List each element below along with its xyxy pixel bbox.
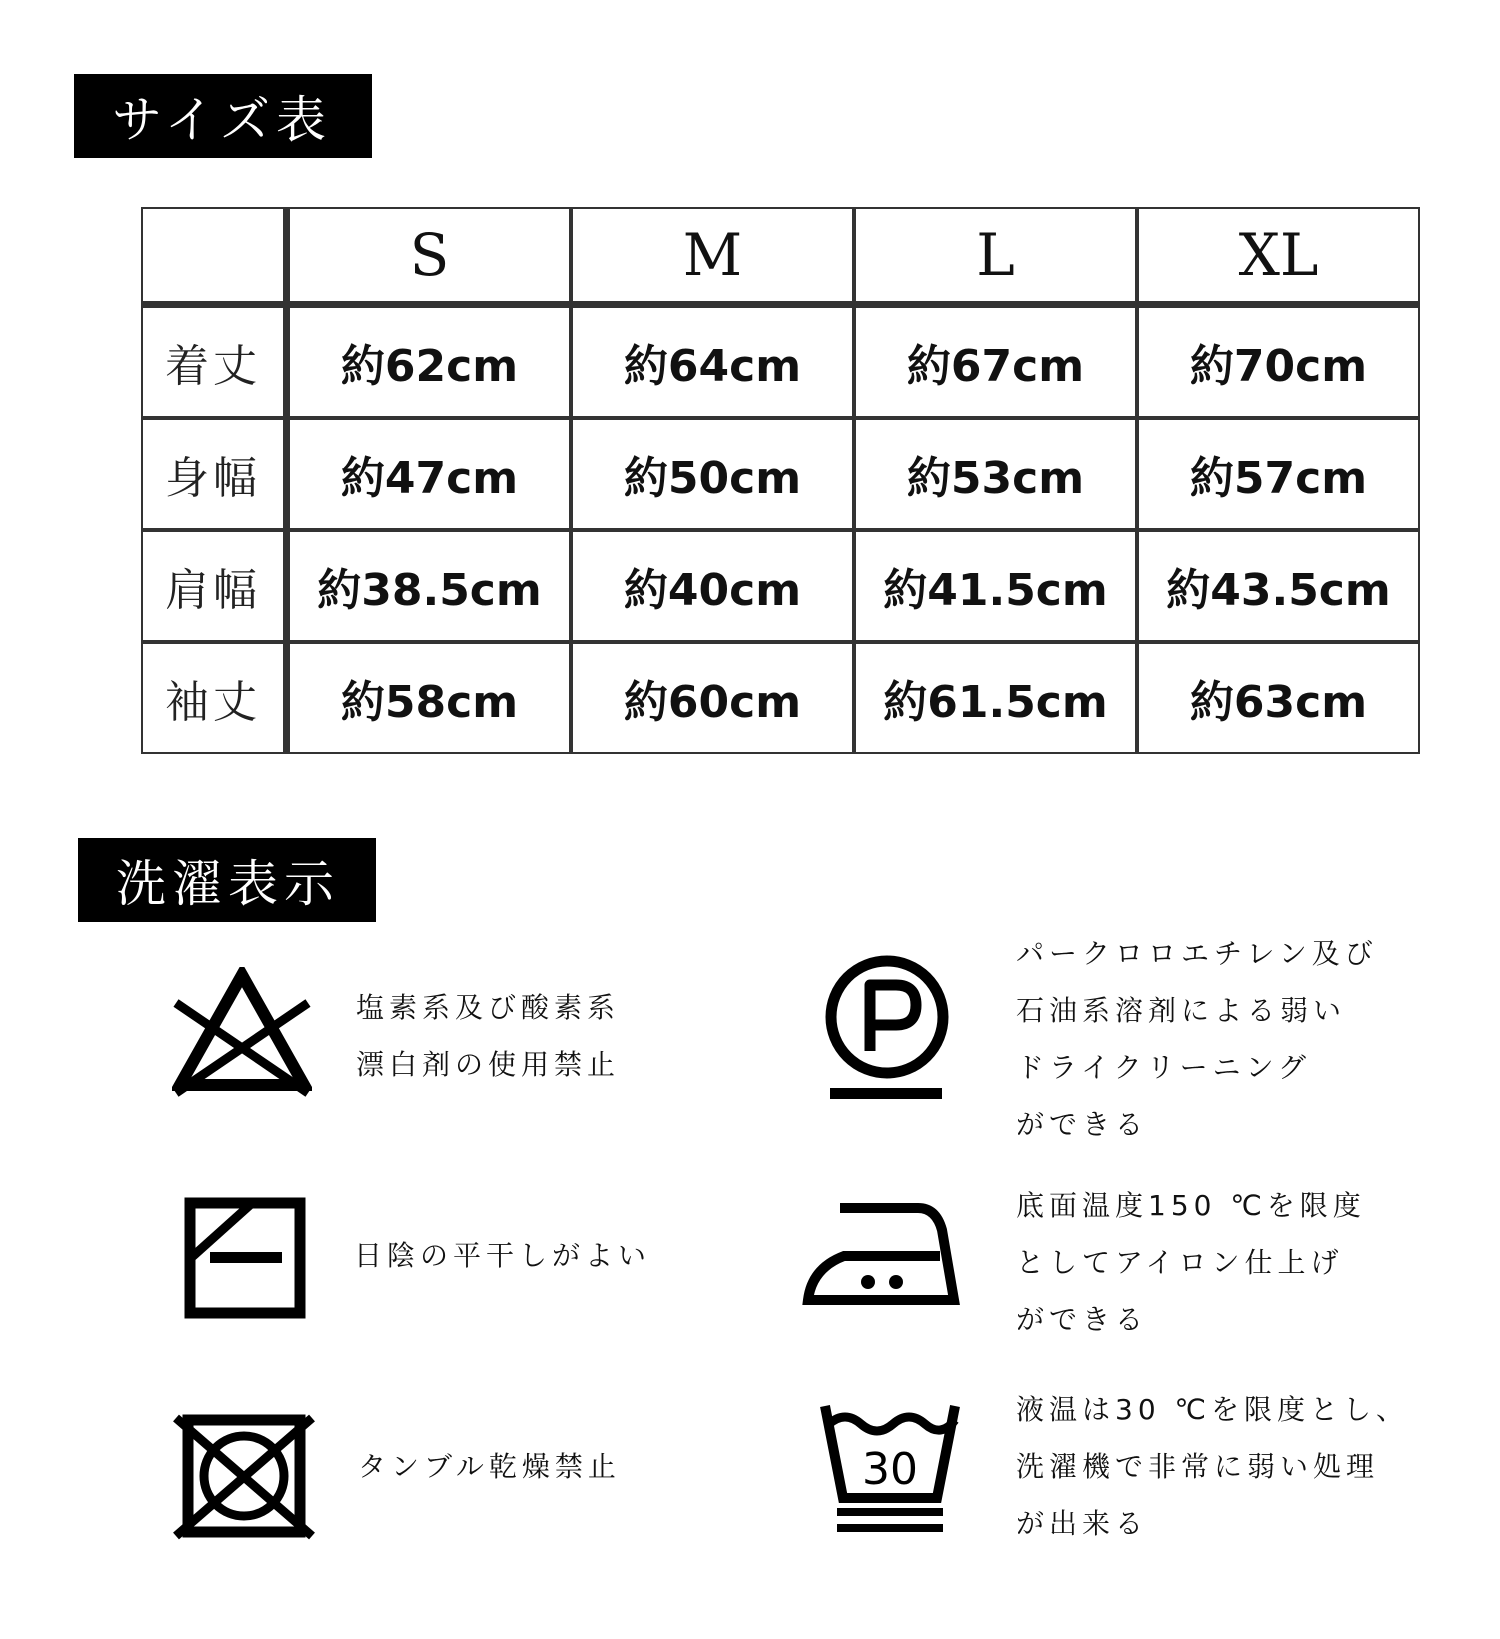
- table-cell: 約41.5cm: [854, 530, 1137, 642]
- wash-30-icon: [815, 1400, 965, 1536]
- table-cell: 約58cm: [288, 642, 571, 754]
- care-text-line: が出来る: [1016, 1507, 1149, 1540]
- size-header-xl: XL: [1137, 207, 1420, 303]
- table-cell: 約40cm: [571, 530, 854, 642]
- size-header-s: S: [288, 207, 571, 303]
- table-cell: 約43.5cm: [1137, 530, 1420, 642]
- care-text: [1016, 1381, 1409, 1552]
- care-text: [356, 979, 620, 1093]
- care-label-title-text: 洗濯表示: [116, 855, 340, 913]
- iron-150-icon: [800, 1200, 960, 1310]
- table-cell: 約70cm: [1137, 303, 1420, 418]
- row-label: 着丈: [141, 303, 288, 418]
- no-bleach-icon: [172, 967, 312, 1097]
- size-header-row: [141, 207, 1420, 303]
- row-label: 袖丈: [141, 642, 288, 754]
- table-cell: 約60cm: [571, 642, 854, 754]
- care-text-line: 底面温度150 ℃を限度: [1016, 1189, 1366, 1222]
- table-cell: 約57cm: [1137, 418, 1420, 530]
- table-cell: 約61.5cm: [854, 642, 1137, 754]
- care-text-line: 液温は30 ℃を限度とし、: [1016, 1393, 1409, 1426]
- table-row: [141, 418, 1420, 530]
- table-cell: 約64cm: [571, 303, 854, 418]
- care-text-line: パークロロエチレン及び: [1016, 937, 1378, 970]
- care-text-line: 漂白剤の使用禁止: [356, 1048, 621, 1081]
- row-label: 身幅: [141, 418, 288, 530]
- table-cell: 約63cm: [1137, 642, 1420, 754]
- care-label-title: [78, 838, 376, 922]
- table-cell: 約53cm: [854, 418, 1137, 530]
- wash-temperature-label: 30: [862, 1444, 918, 1495]
- care-text-line: 塩素系及び酸素系: [356, 991, 621, 1024]
- care-text: [1016, 1177, 1366, 1348]
- care-text-line: としてアイロン仕上げ: [1016, 1246, 1344, 1279]
- care-text: [354, 1227, 651, 1284]
- care-text-line: 洗濯機で非常に弱い処理: [1016, 1450, 1380, 1483]
- no-tumble-dry-icon: [172, 1414, 316, 1540]
- care-text: [1016, 925, 1378, 1153]
- size-table: [141, 207, 1420, 754]
- care-text-line: 日陰の平干しがよい: [354, 1239, 652, 1272]
- line-dry-shade-icon: [184, 1197, 306, 1319]
- size-header-l: L: [854, 207, 1137, 303]
- size-chart-title: [74, 74, 372, 158]
- care-text: [358, 1438, 621, 1495]
- row-label: 肩幅: [141, 530, 288, 642]
- table-row: [141, 530, 1420, 642]
- table-row: [141, 303, 1420, 418]
- table-cell: 約38.5cm: [288, 530, 571, 642]
- size-chart-title-text: サイズ表: [112, 91, 332, 149]
- table-row: [141, 642, 1420, 754]
- care-text-line: ドライクリーニング: [1016, 1051, 1312, 1084]
- table-cell: 約47cm: [288, 418, 571, 530]
- size-header-m: M: [571, 207, 854, 303]
- table-cell: 約67cm: [854, 303, 1137, 418]
- table-cell: 約62cm: [288, 303, 571, 418]
- care-text-line: 石油系溶剤による弱い: [1016, 994, 1347, 1027]
- corner-cell: [141, 207, 288, 303]
- dry-clean-p-icon: [822, 955, 952, 1105]
- table-cell: 約50cm: [571, 418, 854, 530]
- care-text-line: ができる: [1016, 1108, 1149, 1141]
- care-text-line: ができる: [1016, 1303, 1149, 1336]
- care-text-line: タンブル乾燥禁止: [358, 1450, 621, 1483]
